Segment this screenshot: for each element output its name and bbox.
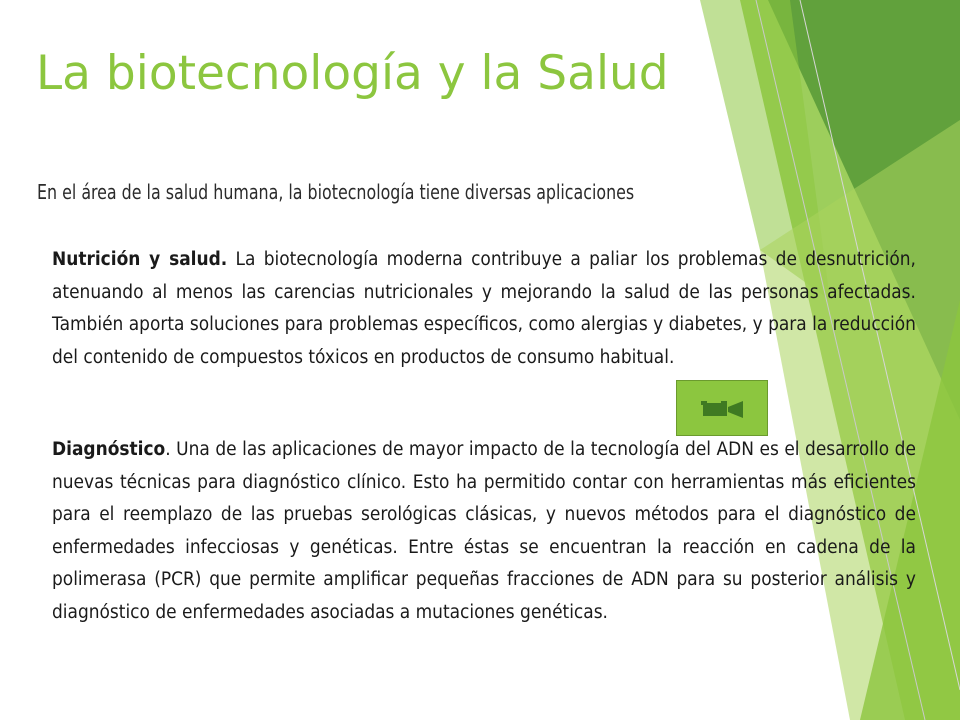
diagnosis-heading: Diagnóstico bbox=[52, 439, 166, 460]
diagnosis-text: . Una de las aplicaciones de mayor impacto de la tecnología del ADN es el desarrollo de nuevas técnicas para diagnóstico clínico. Esto ha permitido contar con herramientas más eficientes para el reemplazo de las pruebas serológicas clásicas, y nuevos métodos para el diagnóstico de enfermedades infecciosas y genéticas. Entre éstas se encuentran la reacción en cadena de la polimerasa (PCR) que permite amplificar pequeñas fracciones de ADN para su posterior análisis y diagnóstico de enfermedades asociadas a mutaciones genéticas. bbox=[52, 439, 916, 623]
nutrition-paragraph bbox=[52, 244, 916, 374]
video-button[interactable] bbox=[676, 380, 768, 436]
nutrition-text: La biotecnología moderna contribuye a paliar los problemas de desnutrición, atenuando al menos las carencias nutricionales y mejorando la salud de las personas afectadas. También aporta soluciones para problemas específicos, como alergias y diabetes, y para la reducción del contenido de compuestos tóxicos en productos de consumo habitual. bbox=[52, 249, 916, 368]
diagnosis-paragraph bbox=[52, 434, 916, 630]
nutrition-heading: Nutrición y salud. bbox=[52, 249, 228, 270]
page-subtitle: En el área de la salud humana, la biotecnología tiene diversas aplicaciones bbox=[37, 180, 635, 204]
video-camera-icon bbox=[701, 397, 745, 421]
page-title: La biotecnología y la Salud bbox=[36, 46, 669, 101]
